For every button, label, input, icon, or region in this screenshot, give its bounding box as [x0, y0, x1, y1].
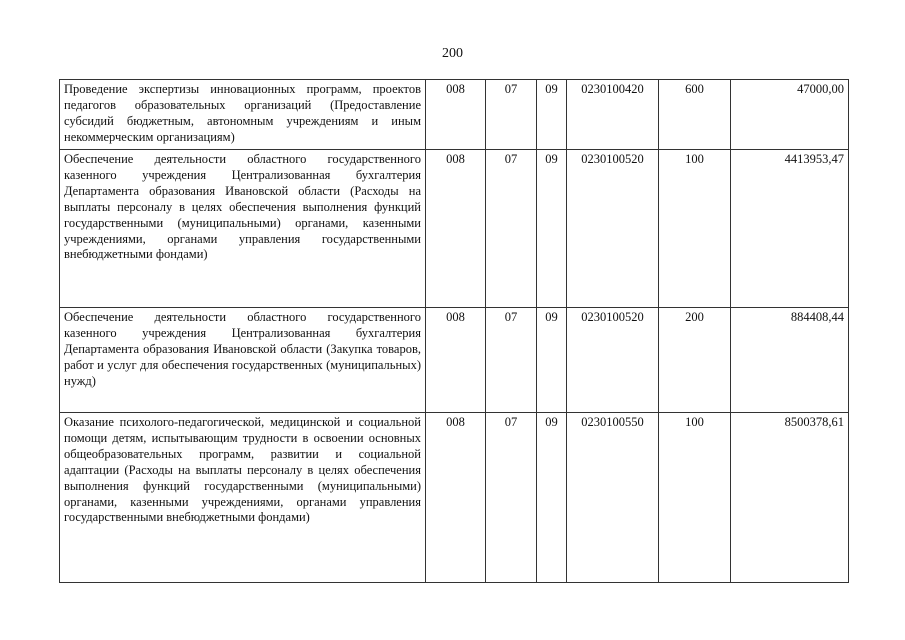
row-subsection-code: 09: [537, 80, 567, 150]
table-row: [60, 413, 849, 583]
row-description: Обеспечение деятельности областного государственного казенного учреждения Централизованная бухгалтерия Департамента образования Ивановской области (Закупка товаров, работ и услуг для обеспечения государственных (муниципальных) нужд): [60, 308, 426, 413]
table-row: [60, 150, 849, 308]
row-section-code: 07: [486, 80, 537, 150]
row-expense-kind: 100: [659, 413, 731, 583]
budget-table: [59, 79, 849, 583]
row-amount: 47000,00: [731, 80, 849, 150]
row-section-code: 07: [486, 150, 537, 308]
row-target-article: 0230100520: [567, 308, 659, 413]
row-ministry-code: 008: [426, 308, 486, 413]
row-expense-kind: 600: [659, 80, 731, 150]
page-number: 200: [442, 46, 463, 61]
row-amount: 884408,44: [731, 308, 849, 413]
row-ministry-code: 008: [426, 150, 486, 308]
row-description: Обеспечение деятельности областного государственного казенного учреждения Централизованная бухгалтерия Департамента образования Ивановской области (Расходы на выплаты персоналу в целях обеспечения выполнения функций государственными (муниципальными) органами, казенными учреждениями, органами управления государственными внебюджетными фондами): [60, 150, 426, 308]
row-ministry-code: 008: [426, 80, 486, 150]
row-target-article: 0230100520: [567, 150, 659, 308]
row-expense-kind: 100: [659, 150, 731, 308]
row-section-code: 07: [486, 413, 537, 583]
row-amount: 8500378,61: [731, 413, 849, 583]
table-row: [60, 80, 849, 150]
row-amount: 4413953,47: [731, 150, 849, 308]
row-ministry-code: 008: [426, 413, 486, 583]
row-subsection-code: 09: [537, 308, 567, 413]
table-row: [60, 308, 849, 413]
row-subsection-code: 09: [537, 150, 567, 308]
row-expense-kind: 200: [659, 308, 731, 413]
row-target-article: 0230100550: [567, 413, 659, 583]
row-subsection-code: 09: [537, 413, 567, 583]
row-description: Оказание психолого-педагогической, медицинской и социальной помощи детям, испытывающим трудности в освоении основных общеобразовательных программ, развитии и социальной адаптации (Расходы на выплаты персоналу в целях обеспечения выполнения функций государственными (муниципальными) органами, казенными учреждениями, органами управления государственными внебюджетными фондами): [60, 413, 426, 583]
row-section-code: 07: [486, 308, 537, 413]
row-description: Проведение экспертизы инновационных программ, проектов педагогов образовательных организаций (Предоставление субсидий бюджетным, автономным учреждениям и иным некоммерческим организациям): [60, 80, 426, 150]
row-target-article: 0230100420: [567, 80, 659, 150]
